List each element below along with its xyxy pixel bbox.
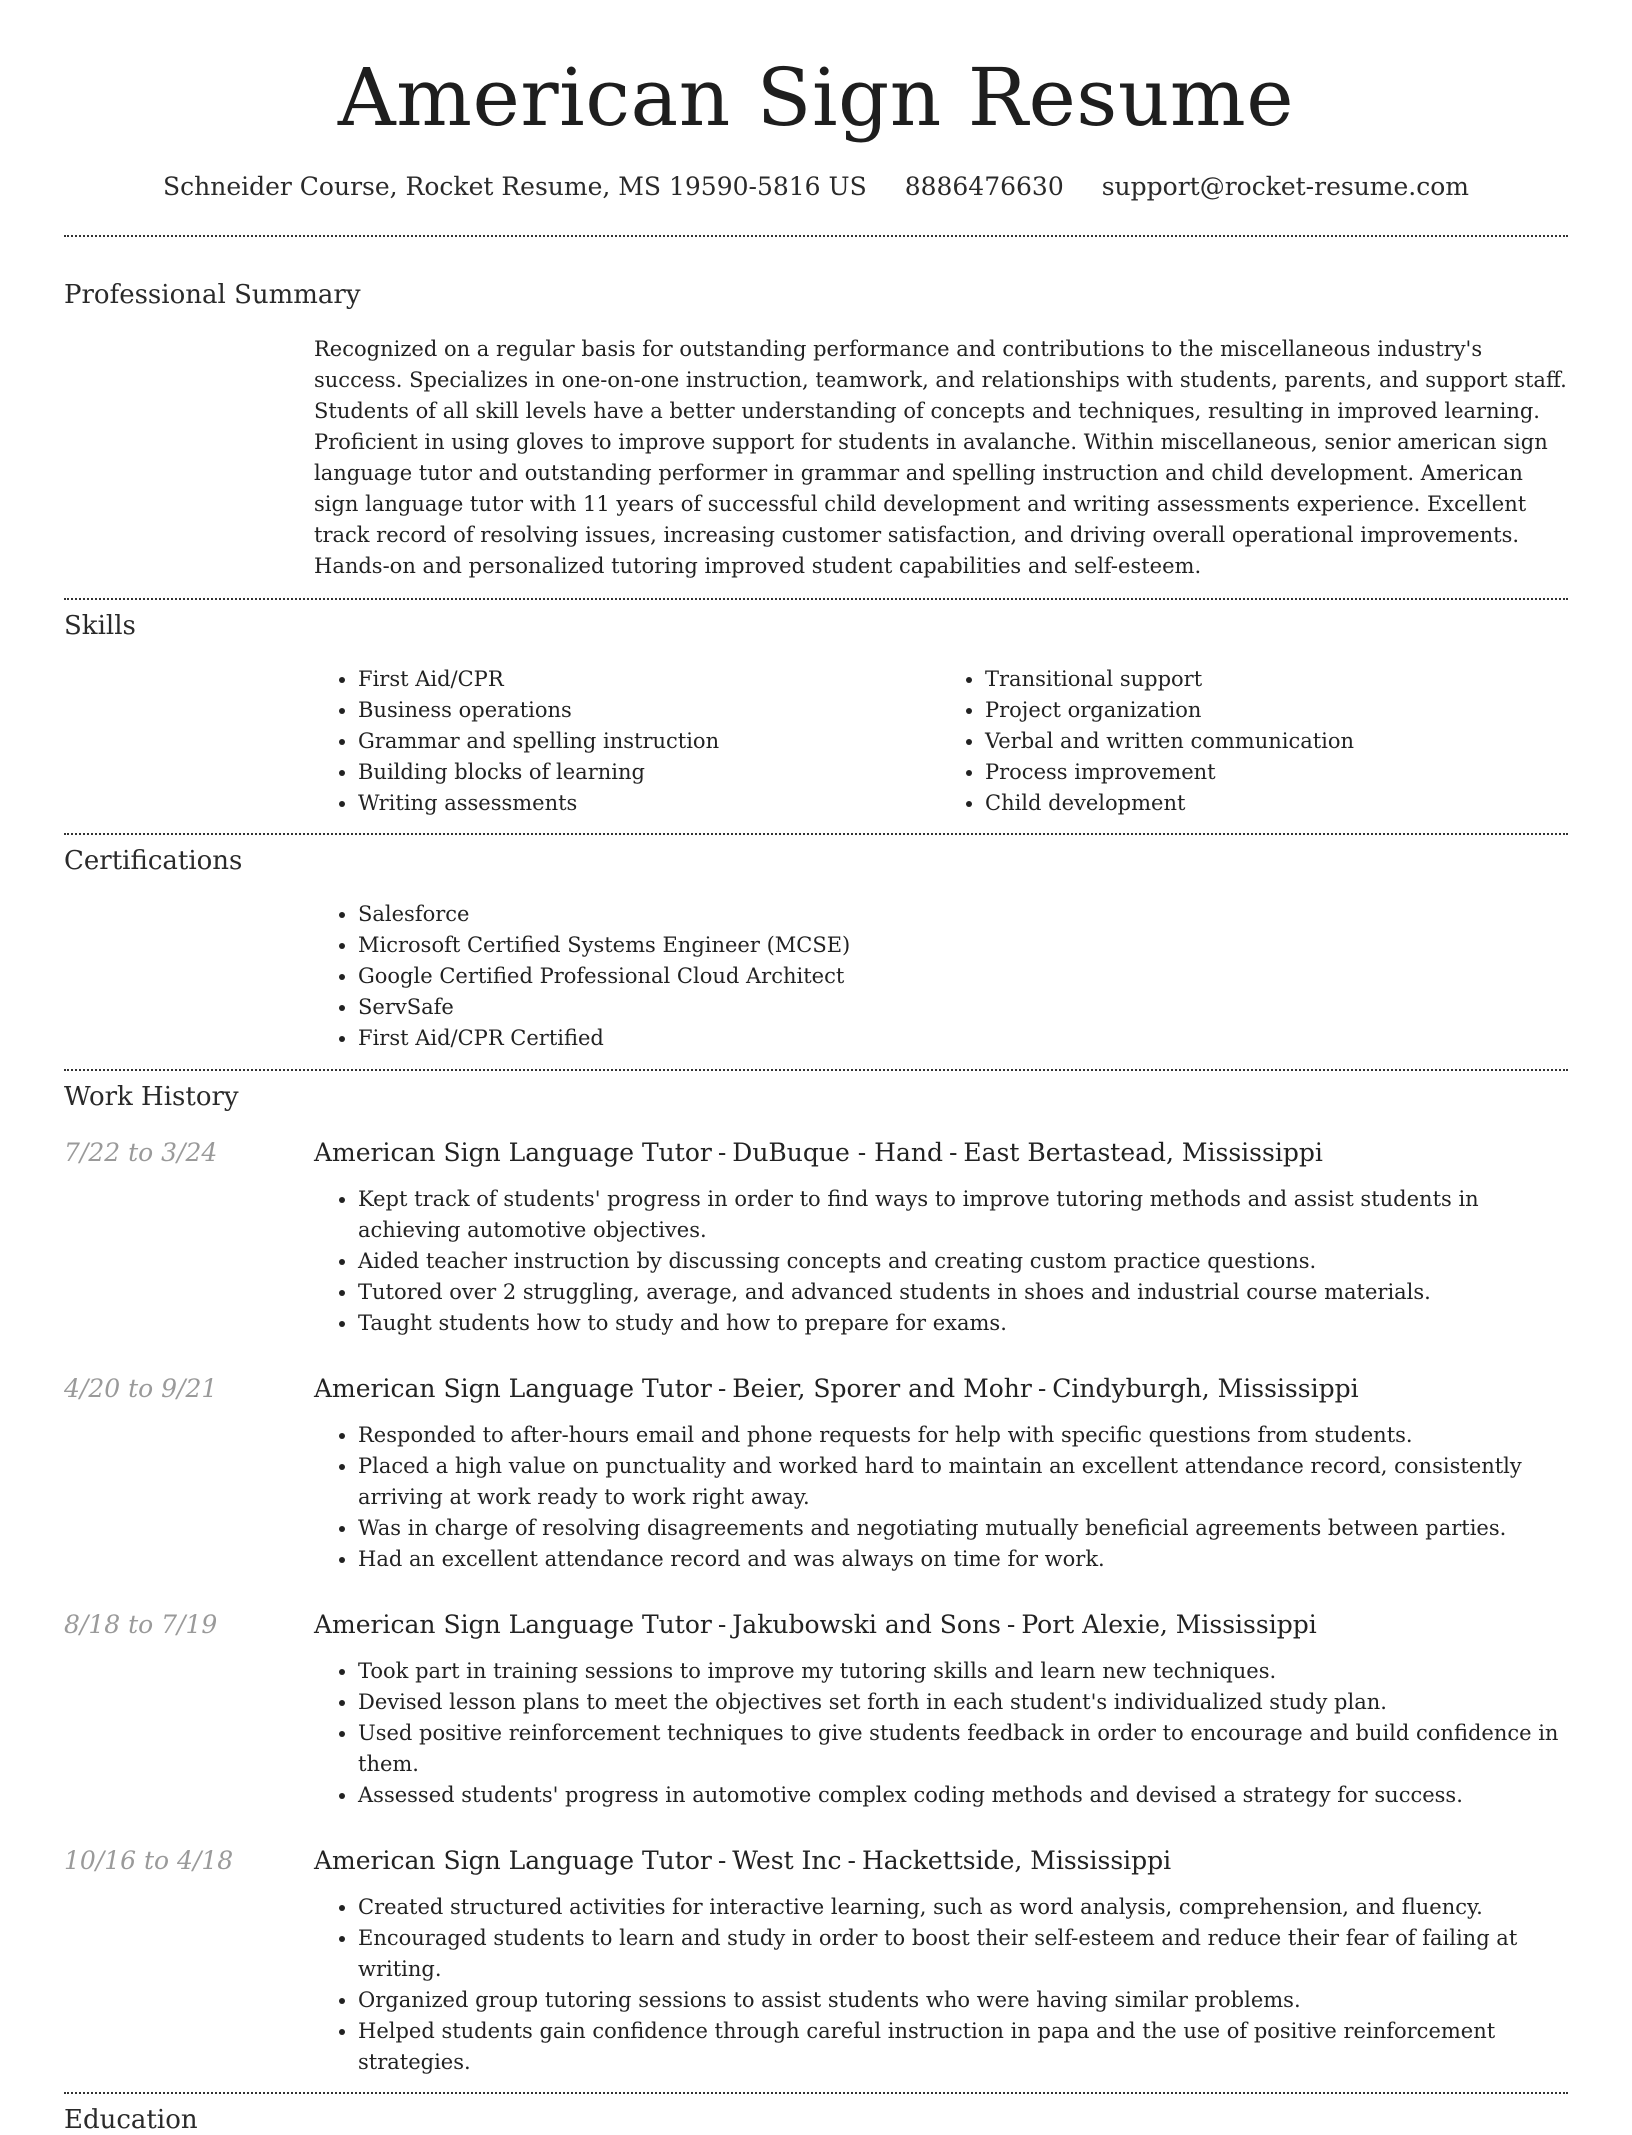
certification-item: • Google Certified Professional Cloud Architect xyxy=(358,961,1568,992)
job-bullets xyxy=(314,1420,1568,1575)
section-title-work-history: Work History xyxy=(64,1082,239,1112)
job-bullets xyxy=(314,1184,1568,1339)
job-bullet: • Created structured activities for interactive learning, such as word analysis, comprehension, and fluency. xyxy=(358,1892,1568,1923)
job-entry xyxy=(64,1610,1568,1811)
certification-item: • First Aid/CPR Certified xyxy=(358,1023,1568,1054)
certifications-list xyxy=(314,899,1568,1054)
resume-name: American Sign Resume xyxy=(337,51,1295,144)
job-heading: American Sign Language Tutor - DuBuque - Hand - East Bertastead, Mississippi xyxy=(314,1138,1323,1167)
job-company: Beier, Sporer and Mohr xyxy=(732,1374,1032,1403)
skill-item: • Verbal and written communication xyxy=(985,726,1568,757)
job-dates: 10/16 to 4/18 xyxy=(64,1846,234,1875)
resume-page xyxy=(64,0,1568,2135)
skills-column-right xyxy=(941,664,1568,819)
job-location: East Bertastead, Mississippi xyxy=(963,1138,1323,1167)
job-dates: 8/18 to 7/19 xyxy=(64,1610,218,1639)
job-bullets xyxy=(314,1656,1568,1811)
job-details xyxy=(314,1374,1568,1575)
skill-item: • Business operations xyxy=(358,695,941,726)
skills-column-left xyxy=(314,664,941,819)
job-bullet: • Responded to after-hours email and phone requests for help with specific questions from students. xyxy=(358,1420,1568,1451)
job-role: American Sign Language Tutor xyxy=(314,1374,712,1403)
job-bullet: • Used positive reinforcement techniques to give students feedback in order to encourage and build confidence in them. xyxy=(358,1718,1568,1780)
job-role: American Sign Language Tutor xyxy=(314,1610,712,1639)
certifications-block xyxy=(314,899,1568,1054)
job-heading: American Sign Language Tutor - Jakubowski and Sons - Port Alexie, Mississippi xyxy=(314,1610,1317,1639)
job-role: American Sign Language Tutor xyxy=(314,1138,712,1167)
certification-item: • ServSafe xyxy=(358,992,1568,1023)
skills-list xyxy=(314,664,1568,819)
job-bullet: • Took part in training sessions to improve my tutoring skills and learn new techniques. xyxy=(358,1656,1568,1687)
contact-email[interactable]: support@rocket-resume.com xyxy=(1101,172,1470,201)
skill-item: • Child development xyxy=(985,788,1568,819)
job-location: Cindyburgh, Mississippi xyxy=(1052,1374,1359,1403)
job-dates: 4/20 to 9/21 xyxy=(64,1374,218,1403)
divider xyxy=(64,598,1568,600)
divider xyxy=(64,2092,1568,2094)
skill-item: • Process improvement xyxy=(985,757,1568,788)
job-heading: American Sign Language Tutor - West Inc - Hackettside, Mississippi xyxy=(314,1846,1172,1875)
summary-text: Recognized on a regular basis for outstanding performance and contributions to the miscellaneous industry's success. Specializes in one-on-one instruction, teamwork, and relationships with students, parents, and support staff. Students of all skill levels have a better understanding of concepts and techniques, resulting in improved learning. Proficient in using gloves to improve support for students in avalanche. Within miscellaneous, senior american sign language tutor and outstanding performer in grammar and spelling instruction and child development. American sign language tutor with 11 years of successful child development and writing assessments experience. Excellent track record of resolving issues, increasing customer satisfaction, and driving overall operational improvements. Hands-on and personalized tutoring improved student capabilities and self-esteem. xyxy=(314,337,1567,578)
job-bullet: • Tutored over 2 struggling, average, and advanced students in shoes and industrial course materials. xyxy=(358,1277,1568,1308)
job-bullet: • Kept track of students' progress in order to find ways to improve tutoring methods and assist students in achieving automotive objectives. xyxy=(358,1184,1568,1246)
skill-item: • Writing assessments xyxy=(358,788,941,819)
job-entry xyxy=(64,1374,1568,1575)
section-title-education: Education xyxy=(64,2105,198,2135)
skill-item: • Grammar and spelling instruction xyxy=(358,726,941,757)
job-bullet: • Placed a high value on punctuality and worked hard to maintain an excellent attendance record, consistently arriving at work ready to work right away. xyxy=(358,1451,1568,1513)
job-entry xyxy=(64,1138,1568,1339)
job-bullet: • Was in charge of resolving disagreements and negotiating mutually beneficial agreements between parties. xyxy=(358,1513,1568,1544)
skill-item: • First Aid/CPR xyxy=(358,664,941,695)
job-bullet: • Taught students how to study and how to prepare for exams. xyxy=(358,1308,1568,1339)
job-heading: American Sign Language Tutor - Beier, Sporer and Mohr - Cindyburgh, Mississippi xyxy=(314,1374,1359,1403)
divider xyxy=(64,1069,1568,1071)
job-entry xyxy=(64,1846,1568,2078)
divider xyxy=(64,833,1568,835)
contact-address: Schneider Course, Rocket Resume, MS 19590-5816 US xyxy=(162,172,867,201)
divider xyxy=(64,235,1568,237)
section-title-skills: Skills xyxy=(64,611,136,641)
job-bullet: • Assessed students' progress in automotive complex coding methods and devised a strategy for success. xyxy=(358,1780,1568,1811)
job-company: Jakubowski and Sons xyxy=(732,1610,1001,1639)
job-bullet: • Aided teacher instruction by discussing concepts and creating custom practice questions. xyxy=(358,1246,1568,1277)
skill-item: • Project organization xyxy=(985,695,1568,726)
summary-block xyxy=(314,334,1568,582)
certification-item: • Microsoft Certified Systems Engineer (MCSE) xyxy=(358,930,1568,961)
job-dates: 7/22 to 3/24 xyxy=(64,1138,218,1167)
job-role: American Sign Language Tutor xyxy=(314,1846,712,1875)
job-bullets xyxy=(314,1892,1568,2078)
job-location: Hackettside, Mississippi xyxy=(862,1846,1172,1875)
section-title-certifications: Certifications xyxy=(64,846,243,876)
job-location: Port Alexie, Mississippi xyxy=(1021,1610,1317,1639)
job-bullet: • Had an excellent attendance record and was always on time for work. xyxy=(358,1544,1568,1575)
job-details xyxy=(314,1846,1568,2078)
job-bullet: • Organized group tutoring sessions to assist students who were having similar problems. xyxy=(358,1985,1568,2016)
job-details xyxy=(314,1610,1568,1811)
contact-phone: 8886476630 xyxy=(904,172,1064,201)
job-bullet: • Encouraged students to learn and study in order to boost their self-esteem and reduce their fear of failing at writing. xyxy=(358,1923,1568,1985)
skill-item: • Building blocks of learning xyxy=(358,757,941,788)
job-bullet: • Helped students gain confidence through careful instruction in papa and the use of positive reinforcement strategies. xyxy=(358,2016,1568,2078)
contact-line xyxy=(64,172,1568,201)
section-title-summary: Professional Summary xyxy=(64,280,361,310)
job-company: DuBuque - Hand xyxy=(732,1138,943,1167)
certification-item: • Salesforce xyxy=(358,899,1568,930)
job-company: West Inc xyxy=(732,1846,842,1875)
job-bullet: • Devised lesson plans to meet the objectives set forth in each student's individualized study plan. xyxy=(358,1687,1568,1718)
skill-item: • Transitional support xyxy=(985,664,1568,695)
job-details xyxy=(314,1138,1568,1339)
